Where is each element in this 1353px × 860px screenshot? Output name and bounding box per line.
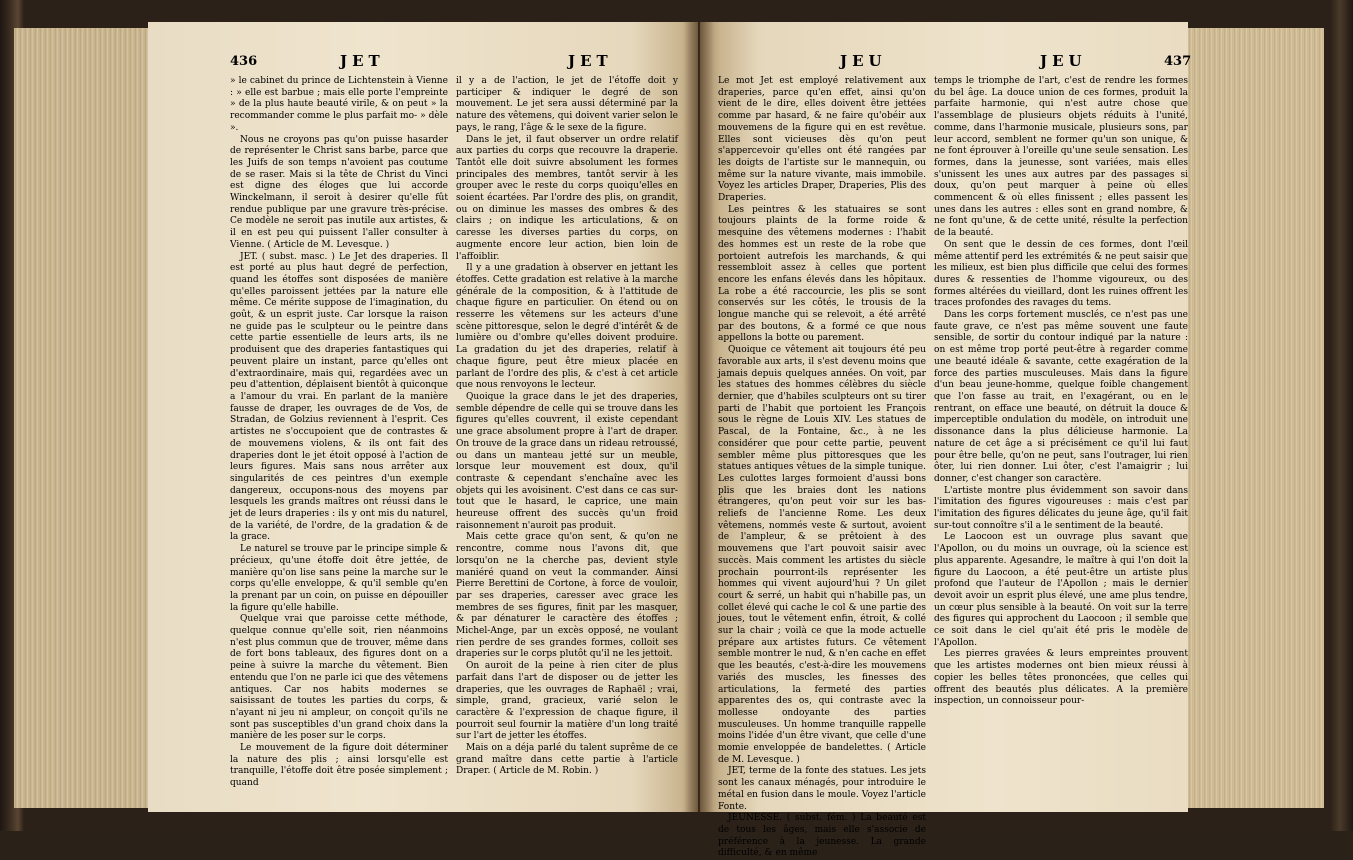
- right-page-number: 437: [1164, 54, 1192, 69]
- book-gutter: [684, 22, 714, 812]
- right-running-header-2: JEU: [1040, 52, 1087, 70]
- left-page-stack: [14, 28, 148, 808]
- paragraph: Quelque vrai que paroisse cette méthode, quelque connue qu'elle soit, rien néanmoins n'est plus commun que de trouver, même dans de fort bons tableaux, des figures dont on a peine à suivre la marche du vêtement. Bien entendu que l'on ne parle ici que des vêtemens antiques. Car nos habits modernes se saisissant de toutes les parties du corps, & n'ayant ni jeu ni ampleur, on conçoit qu'ils ne sont pas susceptibles d'un grand choix dans la manière de les poser sur le corps.: [230, 614, 448, 742]
- paragraph: JET, terme de la fonte des statues. Les jets sont les canaux ménagés, pour introduire le métal en fusion dans le moule. Voyez l'article Fonte.: [718, 766, 926, 812]
- paragraph: temps le triomphe de l'art, c'est de rendre les formes du bel âge. La douce union de ces formes, produit la parfaite harmonie, qui n'est autre chose que l'assemblage de plusieurs objets réduits à l'unité, comme, dans l'harmonie musicale, plusieurs sons, par leur accord, semblent ne former qu'un son unique, & ne font éprouver à l'oreille qu'une seule sensation. Les formes, dans la jeunesse, sont variées, mais elles s'unissent les unes aux autres par des passages si doux, qu'on peut marquer à peine où elles commencent & où elles finissent ; elles passent les unes dans les autres : elles sont en grand nombre, & ne font qu'une, & de cette unité, résulte la perfection de la beauté.: [934, 76, 1188, 239]
- paragraph: Le Laocoon est un ouvrage plus savant que l'Apollon, ou du moins un ouvrage, où la science est plus apparente. Agesandre, le maître à qui l'on doit la figure du Laocoon, a été peut-être un artiste plus profond que l'auteur de l'Apollon ; mais le dernier devoit avoir un esprit plus élevé, une ame plus tendre, un cœur plus sensible à la beauté. On voit sur la terre des figures qui approchent du Laocoon ; il semble que ce soit dans le ciel qu'ait été pris le modèle de l'Apollon.: [934, 532, 1188, 648]
- paragraph: Nous ne croyons pas qu'on puisse hasarder de représenter le Christ sans barbe, parce que les Juifs de son temps n'avoient pas coutume de se raser. Mais si la tête de Christ du Vinci est digne des éloges que lui accorde Winckelmann, il seroit à desirer qu'elle fût rendue publique par une gravure très-précise. Ce modèle ne seroit pas inutile aux artistes, & il en est peu qui puissent l'aller consulter à Vienne. ( Article de M. Levesque. ): [230, 134, 448, 250]
- paragraph: Les pierres gravées & leurs empreintes prouvent que les artistes modernes ont bien mieux réussi à copier les belles têtes prononcées, que celles qui offrent des beautés plus délicates. A la première inspection, un connoisseur pour-: [934, 649, 1188, 707]
- paragraph: On sent que le dessin de ces formes, dont l'œil même attentif perd les extrémités & ne peut saisir que les milieux, est bien plus difficile que celui des formes dures & ressenties de l'homme vigoureux, ou des formes altérées du vieillard, dont les ruines offrent les traces profondes des ravages du tems.: [934, 239, 1188, 309]
- paragraph: Le mouvement de la figure doit déterminer la nature des plis ; ainsi lorsqu'elle est tranquille, l'étoffe doit être posée simplement ; quand: [230, 743, 448, 789]
- paragraph: Dans les corps fortement musclés, ce n'est pas une faute grave, ce n'est pas même souvent une faute sensible, de sortir du contour indiqué par la nature : on est même trop porté peut-être à regarder comme une beauté idéale & savante, cette exagération de la force des parties musculeuses. Mais dans la figure d'un beau jeune-homme, quelque foible changement que l'on fasse au trait, en l'exagérant, ou en le rentrant, on efface une beauté, on détruit la douce & imperceptible ondulation du modèle, on introduit une dissonance dans la plus délicieuse harmonie. La nature de cet âge a si précisément ce qu'il lui faut pour être belle, qu'on ne peut, sans l'outrager, lui rien ôter, lui rien donner. Lui ôter, c'est l'amaigrir ; lui donner, c'est changer son caractère.: [934, 310, 1188, 484]
- right-page-column-2: [934, 76, 1188, 776]
- paragraph: Dans le jet, il faut observer un ordre relatif aux parties du corps que recouvre la draperie. Tantôt elle doit suivre absolument les formes principales des membres, tantôt servir à les grouper avec le reste du corps quoiqu'elles en soient écartées. Par l'ordre des plis, on grandit, ou on diminue les masses des ombres & des clairs ; on indique les articulations, & on caresse les diverses parties du corps, on augmente encore leur action, bien loin de l'affoiblir.: [456, 134, 678, 262]
- right-running-header-1: JEU: [840, 52, 887, 70]
- paragraph: Mais cette grace qu'on sent, & qu'on ne rencontre, comme nous l'avons dit, que lorsqu'on ne la cherche pas, devient style maniéré quand on veut la commander. Ainsi Pierre Berettini de Cortone, à force de vouloir, par ses draperies, caresser avec grace les membres de ses figures, finit par les masquer, & par dénaturer le caractère des étoffes ; Michel-Ange, par un excès opposé, ne voulant rien perdre de ses grandes formes, colloit ses draperies sur le corps plutôt qu'il ne les jettoit.: [456, 532, 678, 660]
- paragraph: Il y a une gradation à observer en jettant les étoffes. Cette gradation est relative à la marche générale de la composition, & à l'attitude de chaque figure en particulier. On étend ou on resserre les vêtemens sur les acteurs d'une scène pittoresque, selon le degré d'intérêt & de lumière ou d'ombre qu'elles doivent produire. La gradation du jet des draperies, relatif à chaque figure, peut être mieux placée en parlant de l'ordre des plis, & c'est à cet article que nous renvoyons le lecteur.: [456, 263, 678, 391]
- paragraph: » le cabinet du prince de Lichtenstein à Vienne : » elle est barbue ; mais elle porte l'empreinte » de la plus haute beauté virile, & on peut » la recommander comme le plus parfait mo- » dèle ».: [230, 76, 448, 133]
- paragraph: il y a de l'action, le jet de l'étoffe doit y participer & indiquer le degré de son mouvement. Le jet sera aussi déterminé par la nature des vêtemens, qui doivent varier selon le pays, le rang, l'âge & le sexe de la figure.: [456, 76, 678, 133]
- paragraph: Le naturel se trouve par le principe simple & précieux, qu'une étoffe doit être jettée, de manière qu'on lise sans peine la marche sur le corps qu'elle enveloppe, & qu'il semble qu'en la prenant par un coin, on puisse en dépouiller la figure qu'elle habille.: [230, 544, 448, 613]
- paragraph: On auroit de la peine à rien citer de plus parfait dans l'art de disposer ou de jetter les draperies, que les ouvrages de Raphaël ; vrai, simple, grand, gracieux, varié selon le caractère & l'expression de chaque figure, il pourroit seul fournir la matière d'un long traité sur l'art de jetter les étoffes.: [456, 661, 678, 742]
- paragraph: Quoique ce vêtement ait toujours été peu favorable aux arts, il s'est devenu moins que jamais depuis quelques années. On voit, par les statues des hommes célèbres du siècle dernier, que d'habiles sculpteurs ont su tirer parti de l'habit que portoient les François sous le règne de Louis XIV. Les statues de Pascal, de la Fontaine, &c., à ne les considérer que pour cette partie, peuvent sembler même plus pittoresques que les statues antiques vêtues de la simple tunique. Les culottes larges formoient d'aussi bons plis que les braies dont les nations étrangeres, qu'on peut voir sur les bas-reliefs de l'ancienne Rome. Les deux vêtemens, nommés veste & surtout, avoient de l'ampleur, & se prêtoient à des mouvemens que l'art pouvoit saisir avec succès. Mais comment les artistes du siècle prochain pourront-ils représenter les hommes qui vivent aujourd'hui ? Un gilet court & serré, un habit qui n'habille pas, un collet élevé qui cache le col & une partie des joues, tout le vêtement enfin, étroit, & collé sur la chair ; voilà ce que la mode actuelle prépare aux artistes futurs. Ce vêtement semble montrer le nud, & n'en cache en effet que les beautés, c'est-à-dire les mouvemens variés des muscles, les finesses des articulations, la fermeté des parties apparentes des os, qui contraste avec la mollesse ondoyante des parties musculeuses. Un homme tranquille rappelle moins l'idée d'un être vivant, que celle d'une momie enveloppée de bandelettes. ( Article de M. Levesque. ): [718, 345, 926, 765]
- left-page-number: 436: [230, 54, 258, 69]
- paragraph: Mais on a déja parlé du talent suprême de ce grand maître dans cette partie à l'article Draper. ( Article de M. Robin. ): [456, 743, 678, 777]
- right-page-stack: [1188, 28, 1324, 808]
- paragraph: Le mot Jet est employé relativement aux draperies, parce qu'en effet, ainsi qu'on vient de le dire, elles doivent être jettées comme par hasard, & ne faire qu'obéir aux mouvemens de la figure qui en est revêtue. Elles sont vicieuses dès qu'on peut s'appercevoir qu'elles ont été rangées par les doigts de l'artiste sur le mannequin, ou même sur la nature vivante, mais immobile. Voyez les articles Draper, Draperies, Plis des Draperies.: [718, 76, 926, 204]
- left-page-column-2: [456, 76, 678, 776]
- paragraph: L'artiste montre plus évidemment son savoir dans l'imitation des figures vigoureuses : mais c'est par l'imitation des figures délicates du jeune âge, qu'il fait sur-tout connoître s'il a le sentiment de la beauté.: [934, 485, 1188, 531]
- paragraph: JET. ( subst. masc. ) Le Jet des draperies. Il est porté au plus haut degré de perfection, quand les étoffes sont disposées de manière qu'elles paroissent jettées par la nature elle même. Ce mérite suppose de l'imagination, du goût, & un esprit juste. Car lorsque la raison ne guide pas le sculpteur ou le peintre dans cette partie essentielle de leurs arts, ils ne produisent que des draperies fantastiques qui peuvent plaire un instant, parce qu'elles ont d'extraordinaire, mais qui, regardées avec un peu d'attention, déplaisent bientôt à quiconque a l'amour du vrai. En parlant de la manière fausse de draper, les ouvrages de de Vos, de Stradan, de Golzius reviennent à l'esprit. Ces artistes ne s'occupoient que de contrastes & de mouvemens violens, & ils ont fait des draperies dont le jet étoit opposé à l'action de leurs figures. Mais sans nous arrêter aux singularités de ces peintres d'un exemple dangereux, occupons-nous des moyens par lesquels les grands maîtres ont réussi dans le jet de leurs draperies : ils y ont mis du naturel, de la variété, de l'ordre, de la gradation & de la grace.: [230, 251, 448, 543]
- paragraph: Les peintres & les statuaires se sont toujours plaints de la forme roide & mesquine des vêtemens modernes : l'habit des hommes est un reste de la robe que portoient autrefois les marchands, & qui ressembloit assez à celles que portent encore les enfans élevés dans les hôpitaux. La robe a été raccourcie, les plis se sont conservés sur les côtés, le trousis de la longue manche qui se relevoit, a été arrêté par des boutons, & a formé ce que nous appellons la botte ou parement.: [718, 204, 926, 344]
- left-running-header-2: JET: [568, 52, 613, 70]
- left-page-column-1: [230, 76, 448, 789]
- paragraph: Quoique la grace dans le jet des draperies, semble dépendre de celle qui se trouve dans les figures qu'elles couvrent, il existe cependant une grace absolument propre à l'art de draper. On trouve de la grace dans un rideau retroussé, ou dans un manteau jetté sur un meuble, lorsque leur mouvement est doux, qu'il contraste & cependant s'enchaîne avec les objets qui les avoisinent. C'est dans ce cas sur-tout que le hasard, le caprice, une main heureuse offrent des succès qu'un froid raisonnement n'auroit pas produit.: [456, 391, 678, 531]
- left-running-header-1: JET: [340, 52, 385, 70]
- right-page-column-1: [718, 76, 926, 859]
- paragraph: JEUNESSE. ( subst. fém. ) La beauté est de tous les âges, mais elle s'associe de préférence à la jeunesse. La grande difficulté, & en même: [718, 813, 926, 859]
